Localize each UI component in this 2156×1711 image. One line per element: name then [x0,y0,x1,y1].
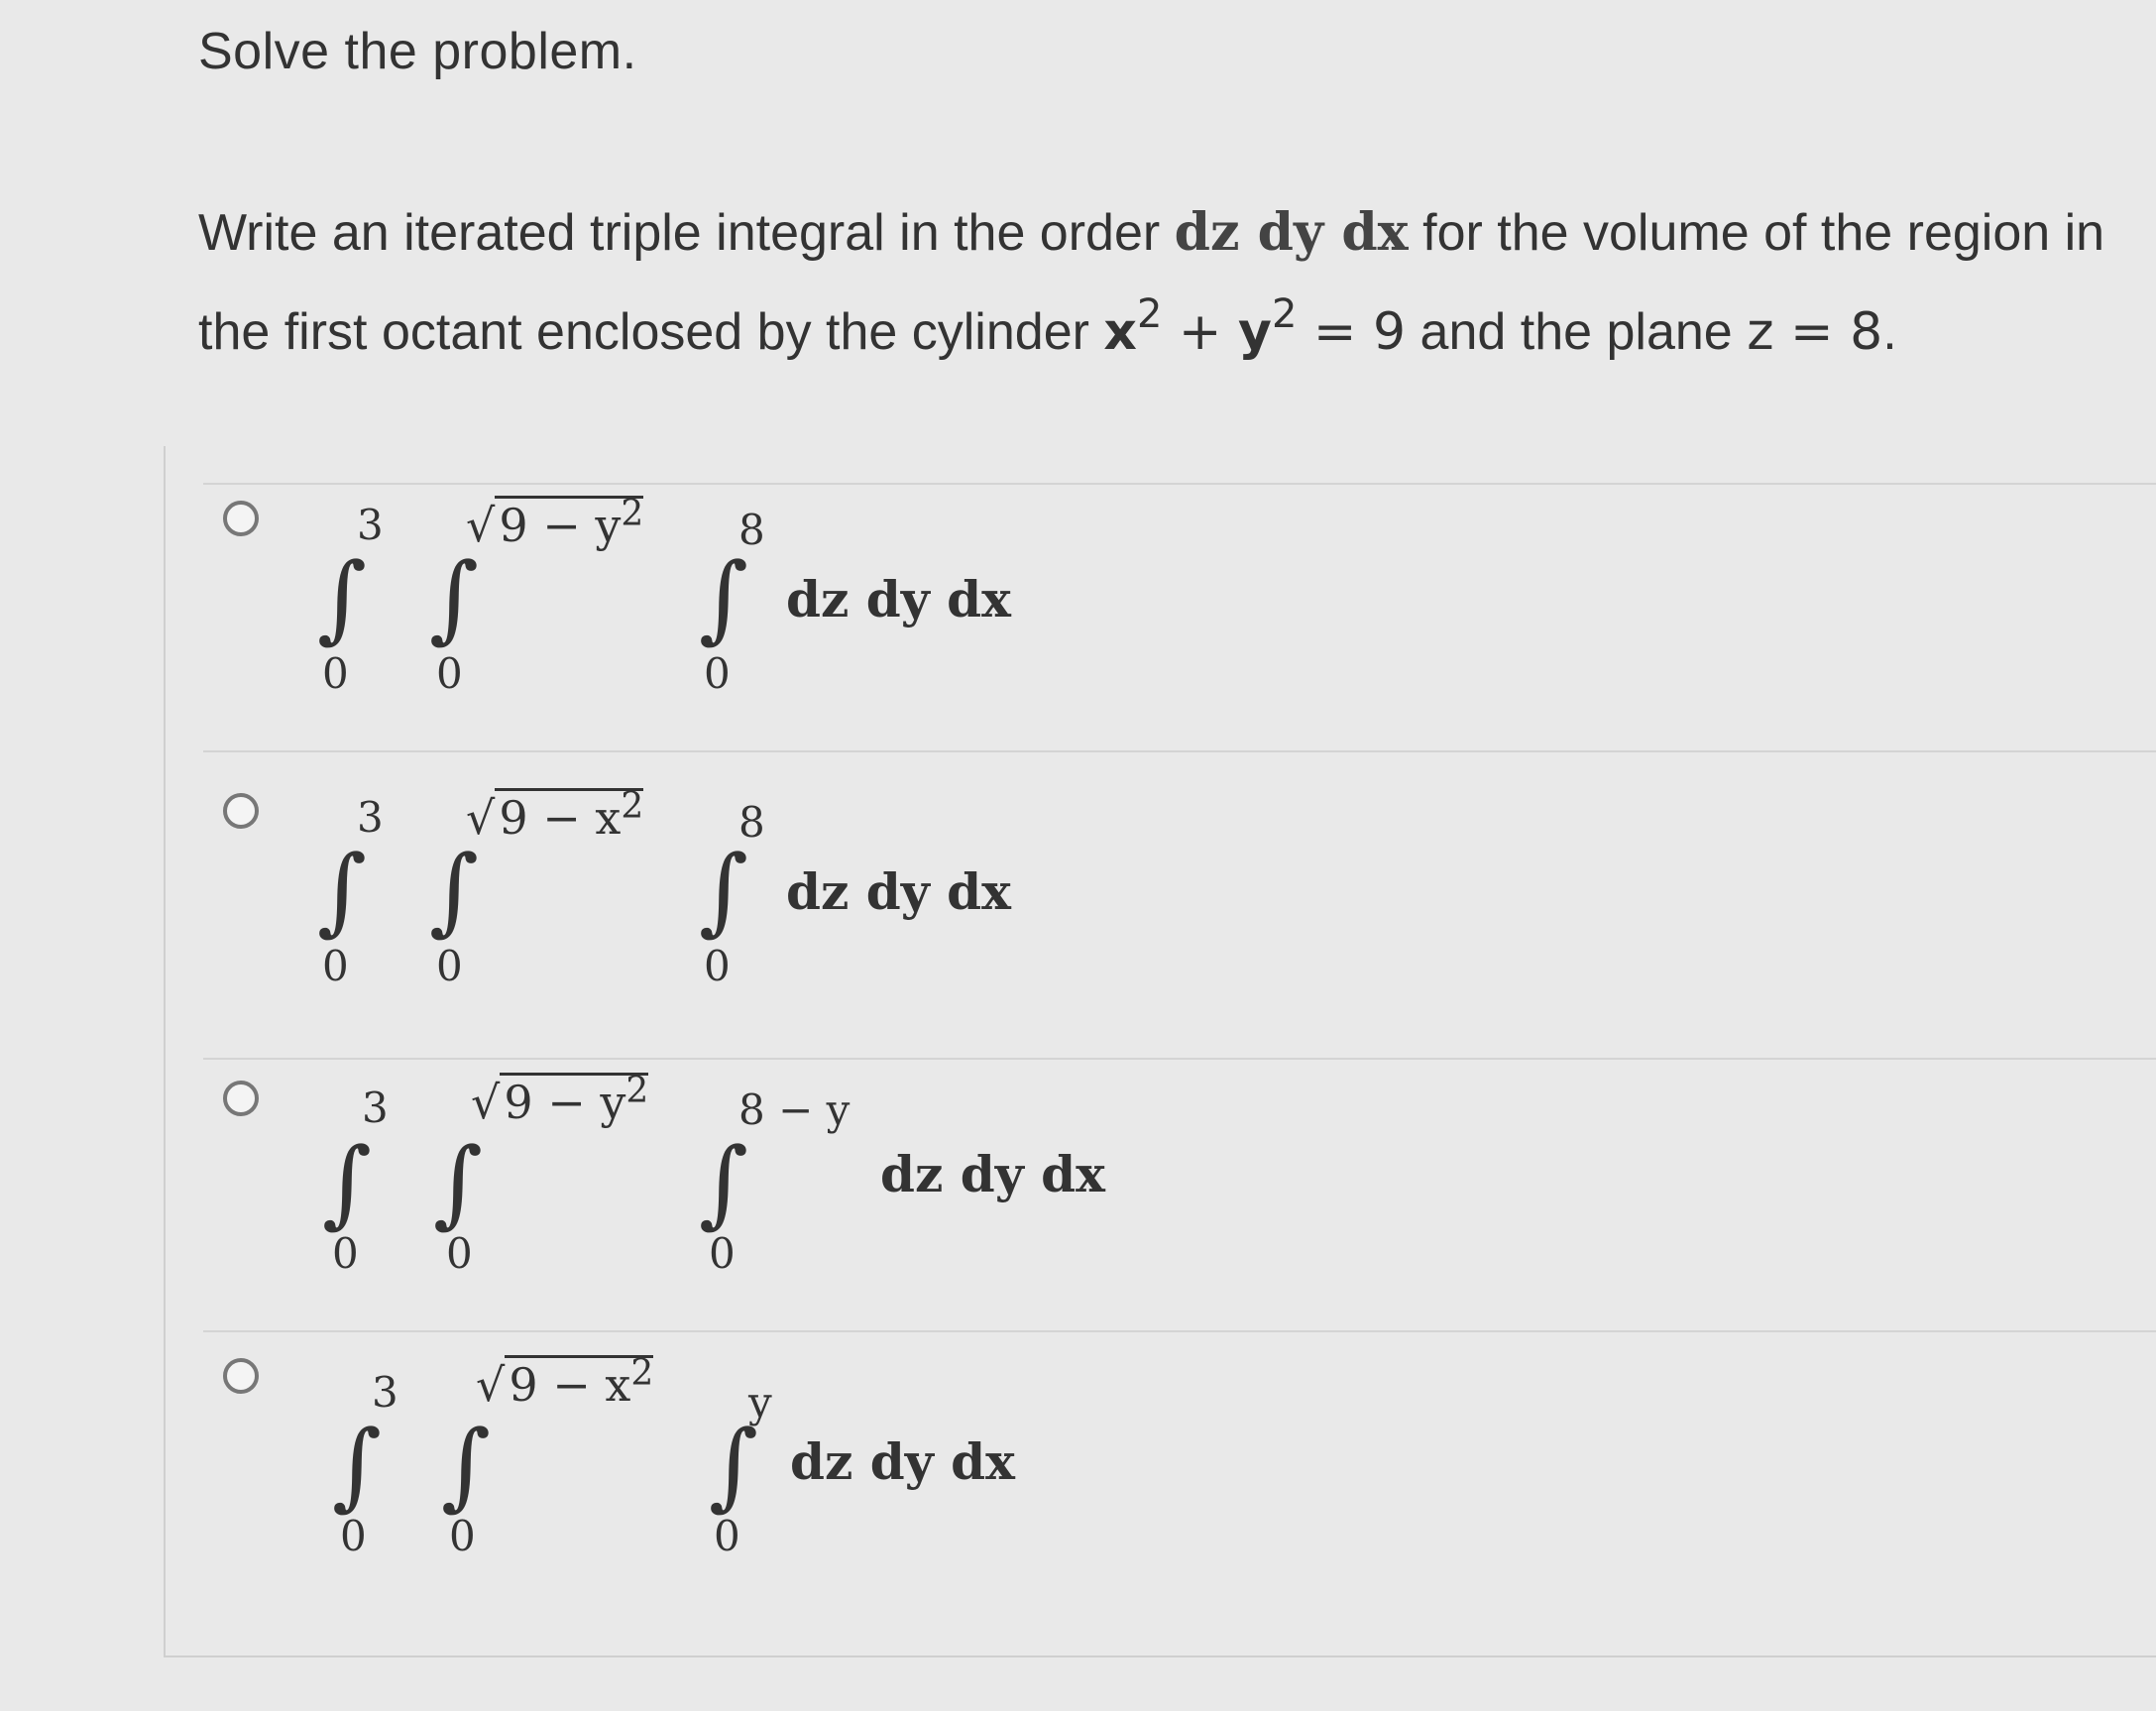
answer-choice-a[interactable] [223,494,1214,778]
radio-button-a[interactable] [223,501,259,536]
question-text-part-1: Write an iterated triple integral in the order [198,204,1175,262]
outer-integral-sign: ∫ [322,1127,373,1238]
outer-upper-limit: 3 [357,793,384,842]
outer-integral-sign: ∫ [317,542,368,653]
inner-upper-limit: y [748,1378,772,1426]
plane-equation: z = 8 [1747,302,1883,362]
inner-upper-limit: 8 − y [738,1085,851,1134]
middle-upper-limit: $√9 - x^2$ [466,786,644,845]
eq-x: x [1103,302,1137,362]
middle-upper-exponent: 2 [630,1353,654,1394]
question-text-part-3: and the plane [1406,303,1748,361]
middle-integral-sign: ∫ [429,542,480,653]
inner-lower-limit: 0 [709,1229,736,1278]
answer-choice-c[interactable] [223,1071,1214,1358]
question-text [198,183,2141,382]
middle-upper-limit: $√9 - x^2$ [476,1353,654,1412]
outer-lower-limit: 0 [322,942,349,990]
inner-integral-sign: ∫ [699,542,749,653]
middle-upper-exponent: 2 [625,1071,649,1111]
middle-lower-limit: 0 [436,942,463,990]
page-heading: Solve the problem. [198,23,637,80]
answer-choice-d[interactable] [223,1353,1214,1636]
inner-integral-sign: ∫ [709,1410,759,1521]
inner-lower-limit: 0 [704,942,731,990]
inner-upper-limit: 8 [738,798,765,847]
radio-button-c[interactable] [223,1081,259,1116]
choice-divider [203,483,2156,485]
cylinder-equation [1103,291,1407,362]
middle-upper-exponent: 2 [621,494,644,534]
middle-upper-radicand: 9 − x [499,791,622,845]
outer-upper-limit: 3 [357,501,384,549]
outer-upper-limit: 3 [362,1084,389,1132]
middle-upper-radicand: 9 − y [504,1076,626,1129]
middle-integral-sign: ∫ [441,1410,492,1521]
middle-integral-sign: ∫ [433,1127,484,1238]
eq-y: y [1238,302,1272,362]
outer-lower-limit: 0 [322,649,349,698]
answer-choice-b[interactable] [223,786,1214,1071]
integrand-differentials: dz dy dx [786,862,1011,921]
radio-button-d[interactable] [223,1358,259,1394]
middle-lower-limit: 0 [436,649,463,698]
middle-lower-limit: 0 [449,1512,476,1560]
middle-upper-radicand: 9 − x [509,1358,631,1412]
outer-upper-limit: 3 [372,1368,398,1417]
eq-x-exp: 2 [1136,291,1163,337]
middle-integral-sign: ∫ [429,835,480,946]
eq-rest: = 9 [1297,302,1407,362]
integrand-differentials: dz dy dx [880,1145,1105,1203]
inner-lower-limit: 0 [704,649,731,698]
eq-y-exp: 2 [1271,291,1298,337]
radio-button-b[interactable] [223,793,259,829]
outer-lower-limit: 0 [332,1229,359,1278]
eq-plus: + [1162,302,1239,362]
middle-upper-radicand: 9 − y [499,499,622,552]
outer-integral-sign: ∫ [317,835,368,946]
outer-integral-sign: ∫ [332,1410,383,1521]
inner-lower-limit: 0 [714,1512,740,1560]
integrand-differentials: dz dy dx [790,1432,1015,1491]
middle-upper-exponent: 2 [621,786,644,827]
inner-integral-sign: ∫ [699,835,749,946]
inner-integral-sign: ∫ [699,1127,749,1238]
question-text-part-4: . [1882,303,1897,361]
integrand-differentials: dz dy dx [786,570,1011,628]
middle-lower-limit: 0 [446,1229,473,1278]
integration-order: dz dy dx [1174,202,1409,263]
inner-upper-limit: 8 [738,506,765,554]
question-text-part-2: for the volume of the region in the first octant enclosed by the cylinder [198,204,2105,361]
middle-upper-limit: $√9 - y^2$ [471,1071,649,1129]
outer-lower-limit: 0 [340,1512,367,1560]
middle-upper-limit: $√9 - y^2$ [466,494,644,552]
